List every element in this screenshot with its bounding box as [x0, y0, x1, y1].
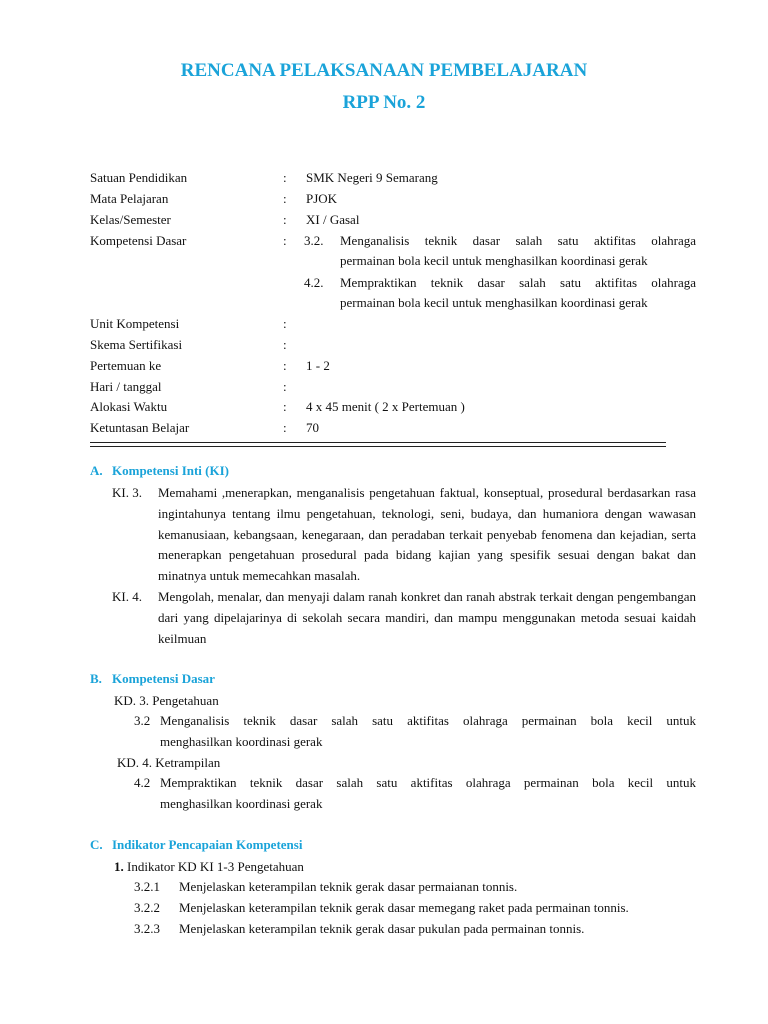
identity-label: Alokasi Waktu	[90, 399, 168, 414]
identity-label: Ketuntasan Belajar	[90, 420, 190, 435]
identity-colon: :	[283, 337, 287, 352]
section-letter: C.	[90, 837, 103, 852]
kd-detail-line1: Mempraktikan teknik dasar salah satu aktifitas olahraga permainan bola kecil untuk	[160, 775, 696, 790]
section-title: Kompetensi Dasar	[112, 671, 215, 686]
identity-label: Kompetensi Dasar	[90, 233, 187, 248]
kd-detail-line1: Menganalisis teknik dasar salah satu aktifitas olahraga permainan bola kecil untuk	[160, 713, 696, 728]
indicator-text: Menjelaskan keterampilan teknik gerak dasar memegang raket pada permainan tonnis.	[179, 900, 629, 915]
section-letter: B.	[90, 671, 102, 686]
identity-label: Skema Sertifikasi	[90, 337, 183, 352]
ki-text: Mengolah, menalar, dan menyaji dalam ranah konkret dan ranah abstrak terkait dengan pengembangan dari yang dipelajarinya di sekolah secara mandiri, dan mampu menggunakan metoda sesuai kaidah keilmuan	[158, 589, 696, 646]
section-letter: A.	[90, 463, 103, 478]
kd-item-number: 4.2.	[304, 275, 324, 290]
identity-colon: :	[283, 379, 287, 394]
identity-colon: :	[283, 399, 287, 414]
identity-colon: :	[283, 420, 287, 435]
document-title: RENCANA PELAKSANAAN PEMBELAJARAN	[180, 60, 588, 81]
identity-value: XI / Gasal	[306, 212, 360, 227]
identity-label: Hari / tanggal	[90, 379, 162, 394]
identity-value: PJOK	[306, 191, 338, 206]
indicator-number: 3.2.2	[134, 900, 160, 915]
document-subtitle: RPP No. 2	[342, 92, 426, 113]
identity-value: SMK Negeri 9 Semarang	[306, 170, 438, 185]
identity-colon: :	[283, 212, 287, 227]
section-heading	[90, 463, 229, 479]
kd-detail	[134, 773, 696, 815]
kd-detail-line2: menghasilkan koordinasi gerak	[160, 733, 323, 749]
identity-label: Kelas/Semester	[90, 212, 171, 227]
section-title: Kompetensi Inti (KI)	[112, 463, 229, 478]
indicator-number: 3.2.1	[134, 879, 160, 894]
identity-label: Pertemuan ke	[90, 358, 162, 373]
kd-item-number: 3.2.	[304, 233, 324, 248]
divider	[90, 446, 666, 447]
ki-number: KI. 3.	[112, 485, 142, 500]
kd-detail-number: 4.2	[134, 775, 151, 790]
identity-colon: :	[283, 316, 287, 331]
kd-item-line1: Mempraktikan teknik dasar salah satu aktifitas olahraga	[340, 275, 696, 290]
indicator-subheading-title: Indikator KD KI 1-3 Pengetahuan	[123, 859, 304, 874]
identity-label: Mata Pelajaran	[90, 191, 169, 206]
identity-colon: :	[283, 170, 287, 185]
ki-item	[112, 587, 696, 649]
indicator-subheading	[114, 857, 304, 877]
kd-detail	[134, 711, 696, 753]
divider	[90, 442, 666, 443]
kd-detail-number: 3.2	[134, 713, 151, 728]
section-heading	[90, 671, 215, 687]
ki-number: KI. 4.	[112, 589, 142, 604]
kd-item	[304, 231, 696, 271]
ki-item	[112, 483, 696, 587]
indicator-subheading-number: 1.	[114, 859, 124, 874]
identity-label: Unit Kompetensi	[90, 316, 180, 331]
kd-detail-line2: menghasilkan koordinasi gerak	[160, 795, 323, 811]
kd-item	[304, 273, 696, 313]
section-heading	[90, 837, 302, 853]
indicator-text: Menjelaskan keterampilan teknik gerak dasar pukulan pada permainan tonnis.	[179, 921, 585, 936]
kd-heading: KD. 3. Pengetahuan	[114, 693, 219, 708]
identity-colon: :	[283, 191, 287, 206]
indicator-text: Menjelaskan keterampilan teknik gerak dasar permaianan tonnis.	[179, 879, 518, 894]
identity-colon: :	[283, 233, 287, 248]
identity-value: 4 x 45 menit ( 2 x Pertemuan )	[306, 399, 465, 414]
indicator-number: 3.2.3	[134, 921, 160, 936]
identity-colon: :	[283, 358, 287, 373]
ki-text: Memahami ,menerapkan, menganalisis pengetahuan faktual, konseptual, prosedural berdasarkan rasa ingintahunya tentang ilmu pengetahuan, teknologi, seni, budaya, dan humaniora dengan wawasan kemanusiaan, kebangsaan, kenegaraan, dan peradaban terkait penyebab fenomena dan kejadian, serta menerapkan pengetahuan prosedural pada bidang kajian yang spesifik sesuai dengan bakat dan minatnya untuk memecahkan masalah.	[158, 485, 696, 584]
kd-item-line2: permainan bola kecil untuk menghasilkan koordinasi gerak	[340, 253, 648, 268]
kd-heading: KD. 4. Ketrampilan	[117, 755, 221, 770]
kd-item-line1: Menganalisis teknik dasar salah satu aktifitas olahraga	[340, 233, 696, 248]
section-title: Indikator Pencapaian Kompetensi	[112, 837, 303, 852]
kd-item-line2: permainan bola kecil untuk menghasilkan koordinasi gerak	[340, 295, 648, 310]
identity-value: 1 - 2	[306, 358, 330, 373]
identity-label: Satuan Pendidikan	[90, 170, 188, 185]
identity-value: 70	[306, 420, 319, 435]
